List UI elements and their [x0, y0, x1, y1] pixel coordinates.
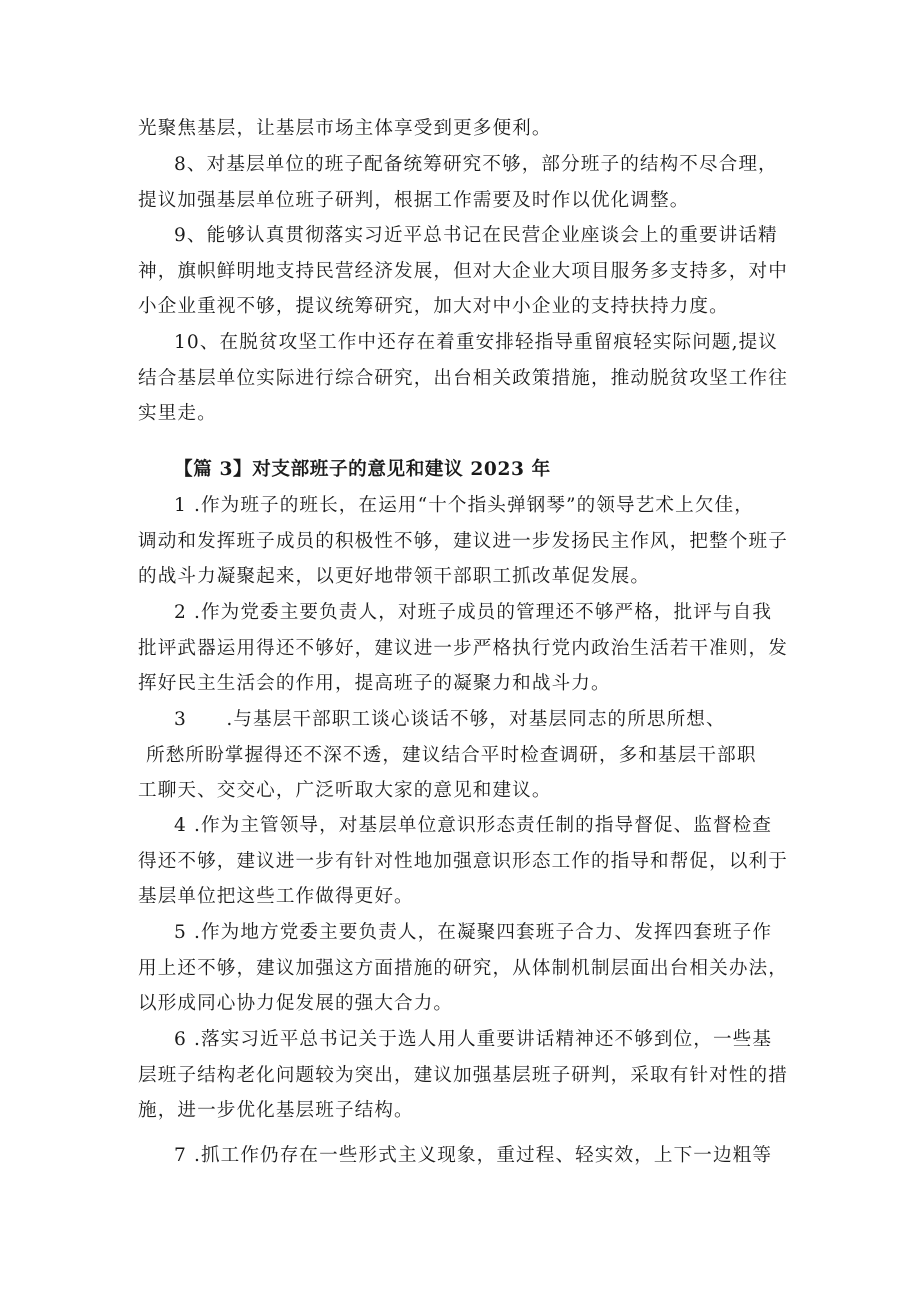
- list-item-2: [138, 595, 798, 702]
- text-line: 10、在脱贫攻坚工作中还存在着重安排轻指导重留痕轻实际问题,提议: [174, 332, 778, 353]
- text-line: 5 .作为地方党委主要负责人，在凝聚四套班子合力、发挥四套班子作: [174, 922, 773, 943]
- list-item-5: [138, 915, 798, 1022]
- text-line: 6 .落实习近平总书记关于选人用人重要讲话精神还不够到位，一些基: [174, 1029, 773, 1050]
- text-line: 挥好民主生活会的作用，提高班子的凝聚力和战斗力。: [138, 673, 611, 694]
- text-line: 神，旗帜鲜明地支持民营经济发展，但对大企业大项目服务多支持多，对中: [138, 260, 788, 282]
- text-line: 9、能够认真贯彻落实习近平总书记在民营企业座谈会上的重要讲话精: [174, 225, 778, 246]
- text-line: 4 .作为主管领导，对基层单位意识形态责任制的指导督促、监督检查: [174, 815, 773, 836]
- text-line: 基层单位把这些工作做得更好。: [138, 886, 414, 907]
- text-line: 1 .作为班子的班长，在运用“十个指头弹钢琴”的领导艺术上欠佳，: [174, 495, 754, 516]
- list-item-1: [138, 488, 798, 595]
- text-line: 所愁所盼掌握得还不深不透，建议结合平时检查调研，多和基层干部职: [146, 744, 757, 766]
- text-line: 层班子结构老化问题较为突出，建议加强基层班子研判，采取有针对性的措: [138, 1064, 788, 1086]
- text-line: 施，进一步优化基层班子结构。: [138, 1100, 414, 1121]
- text-line: 提议加强基层单位班子研判，根据工作需要及时作以优化调整。: [138, 189, 690, 211]
- text-line: 工聊天、交交心，广泛听取大家的意见和建议。: [138, 780, 552, 801]
- text-line: 实里走。: [138, 403, 217, 424]
- text-line: 得还不够，建议进一步有针对性地加强意识形态工作的指导和帮促，以利于: [138, 850, 788, 872]
- text-line: 以形成同心协力促发展的强大合力。: [138, 993, 454, 1014]
- text-line: 3 .与基层干部职工谈心谈话不够，对基层同志的所思所想、: [174, 709, 726, 730]
- paragraph-continuation: [138, 111, 798, 147]
- list-item-6: [138, 1022, 798, 1129]
- list-item-3: [138, 702, 798, 809]
- text-line: 用上还不够，建议加强这方面措施的研究，从体制机制层面出台相关办法，: [138, 957, 788, 979]
- text-line: 结合基层单位实际进行综合研究，出台相关政策措施，推动脱贫攻坚工作往: [138, 367, 788, 389]
- text-line: 批评武器运用得还不够好，建议进一步严格执行党内政治生活若干准则，发: [138, 637, 788, 659]
- paragraph-item-10: [138, 325, 798, 432]
- text-line: 2 .作为党委主要负责人，对班子成员的管理还不够严格，批评与自我: [174, 602, 773, 623]
- paragraph-item-9: [138, 218, 798, 325]
- section-heading: 【篇 3】对支部班子的意见和建议 2023 年: [174, 459, 551, 480]
- text-line: 8、对基层单位的班子配备统筹研究不够，部分班子的结构不尽合理，: [174, 154, 778, 175]
- list-item-7: [138, 1138, 798, 1174]
- paragraph-item-8: [138, 147, 798, 218]
- text-line: 的战斗力凝聚起来，以更好地带领干部职工抓改革促发展。: [138, 566, 651, 587]
- text-line: 小企业重视不够，提议统筹研究，加大对中小企业的支持扶持力度。: [138, 296, 729, 317]
- list-item-4: [138, 808, 798, 915]
- text-line: 光聚焦基层，让基层市场主体享受到更多便利。: [138, 118, 552, 139]
- text-line: 调动和发挥班子成员的积极性不够，建议进一步发扬民主作风，把整个班子: [138, 530, 788, 552]
- text-line: 7 .抓工作仍存在一些形式主义现象，重过程、轻实效，上下一边粗等: [174, 1145, 773, 1166]
